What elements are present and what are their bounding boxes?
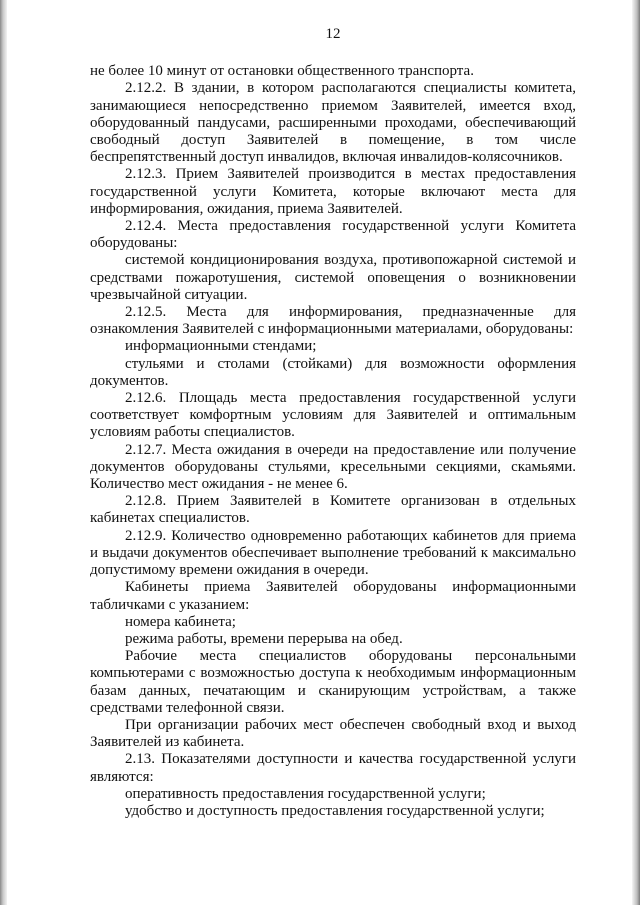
paragraph: удобство и доступность предоставления государственной услуги;: [125, 802, 545, 819]
scan-edge-right: [632, 0, 640, 905]
paragraph: оперативность предоставления государственной услуги;: [125, 785, 486, 802]
paragraph: 2.12.3. Прием Заявителей производится в местах предоставления государственной услуги Комитета, которые включают места для информирования, ожидания, приема Заявителей.: [90, 166, 576, 217]
paragraph: номера кабинета;: [125, 613, 236, 630]
paragraph: не более 10 минут от остановки общественного транспорта.: [90, 63, 474, 80]
paragraph: 2.12.4. Места предоставления государственной услуги Комитета оборудованы:: [90, 218, 576, 252]
paragraph: 2.12.2. В здании, в котором располагаются специалисты комитета, занимающиеся непосредственно приемом Заявителей, имеется вход, оборудованный пандусами, расширенными проходами, обеспечивающий свободный доступ Заявителей в помещение, в том числе беспрепятственный доступ инвалидов, включая инвалидов-колясочников.: [90, 80, 576, 166]
paragraph: Рабочие места специалистов оборудованы персональными компьютерами с возможностью доступа к необходимым информационным базам данных, печатающим и сканирующим устройствам, а также средствами телефонной связи.: [90, 648, 576, 716]
paragraph: информационными стендами;: [125, 338, 317, 355]
paragraph: 2.12.5. Места для информирования, предназначенные для ознакомления Заявителей с информационными материалами, оборудованы:: [90, 304, 576, 338]
page-number: 12: [325, 26, 341, 42]
scan-edge-left: [0, 0, 7, 905]
paragraph: При организации рабочих мест обеспечен свободный вход и выход Заявителей из кабинета.: [90, 716, 576, 751]
paragraph: 2.12.9. Количество одновременно работающих кабинетов для приема и выдачи документов обеспечивает выполнение требований к максимально допустимому времени ожидания в очереди.: [90, 527, 576, 579]
paragraph: 2.13. Показателями доступности и качества государственной услуги являются:: [90, 751, 576, 785]
paragraph: 2.12.8. Прием Заявителей в Комитете организован в отдельных кабинетах специалистов.: [90, 493, 576, 527]
paragraph: системой кондиционирования воздуха, противопожарной системой и средствами пожаротушения, системой оповещения о возникновении чрезвычайной ситуации.: [90, 252, 576, 303]
paragraph: 2.12.6. Площадь места предоставления государственной услуги соответствует комфортным условиям для Заявителей и оптимальным условиям работы специалистов.: [90, 390, 576, 441]
paragraph: режима работы, времени перерыва на обед.: [125, 630, 403, 647]
paragraph: 2.12.7. Места ожидания в очереди на предоставление или получение документов оборудованы стульями, кресельными секциями, скамьями. Количество мест ожидания - не менее 6.: [90, 441, 576, 493]
paragraph: стульями и столами (стойками) для возможности оформления документов.: [90, 355, 576, 389]
paragraph: Кабинеты приема Заявителей оборудованы информационными табличками с указанием:: [90, 579, 576, 613]
document-body: [90, 63, 576, 820]
document-page: [90, 26, 576, 820]
